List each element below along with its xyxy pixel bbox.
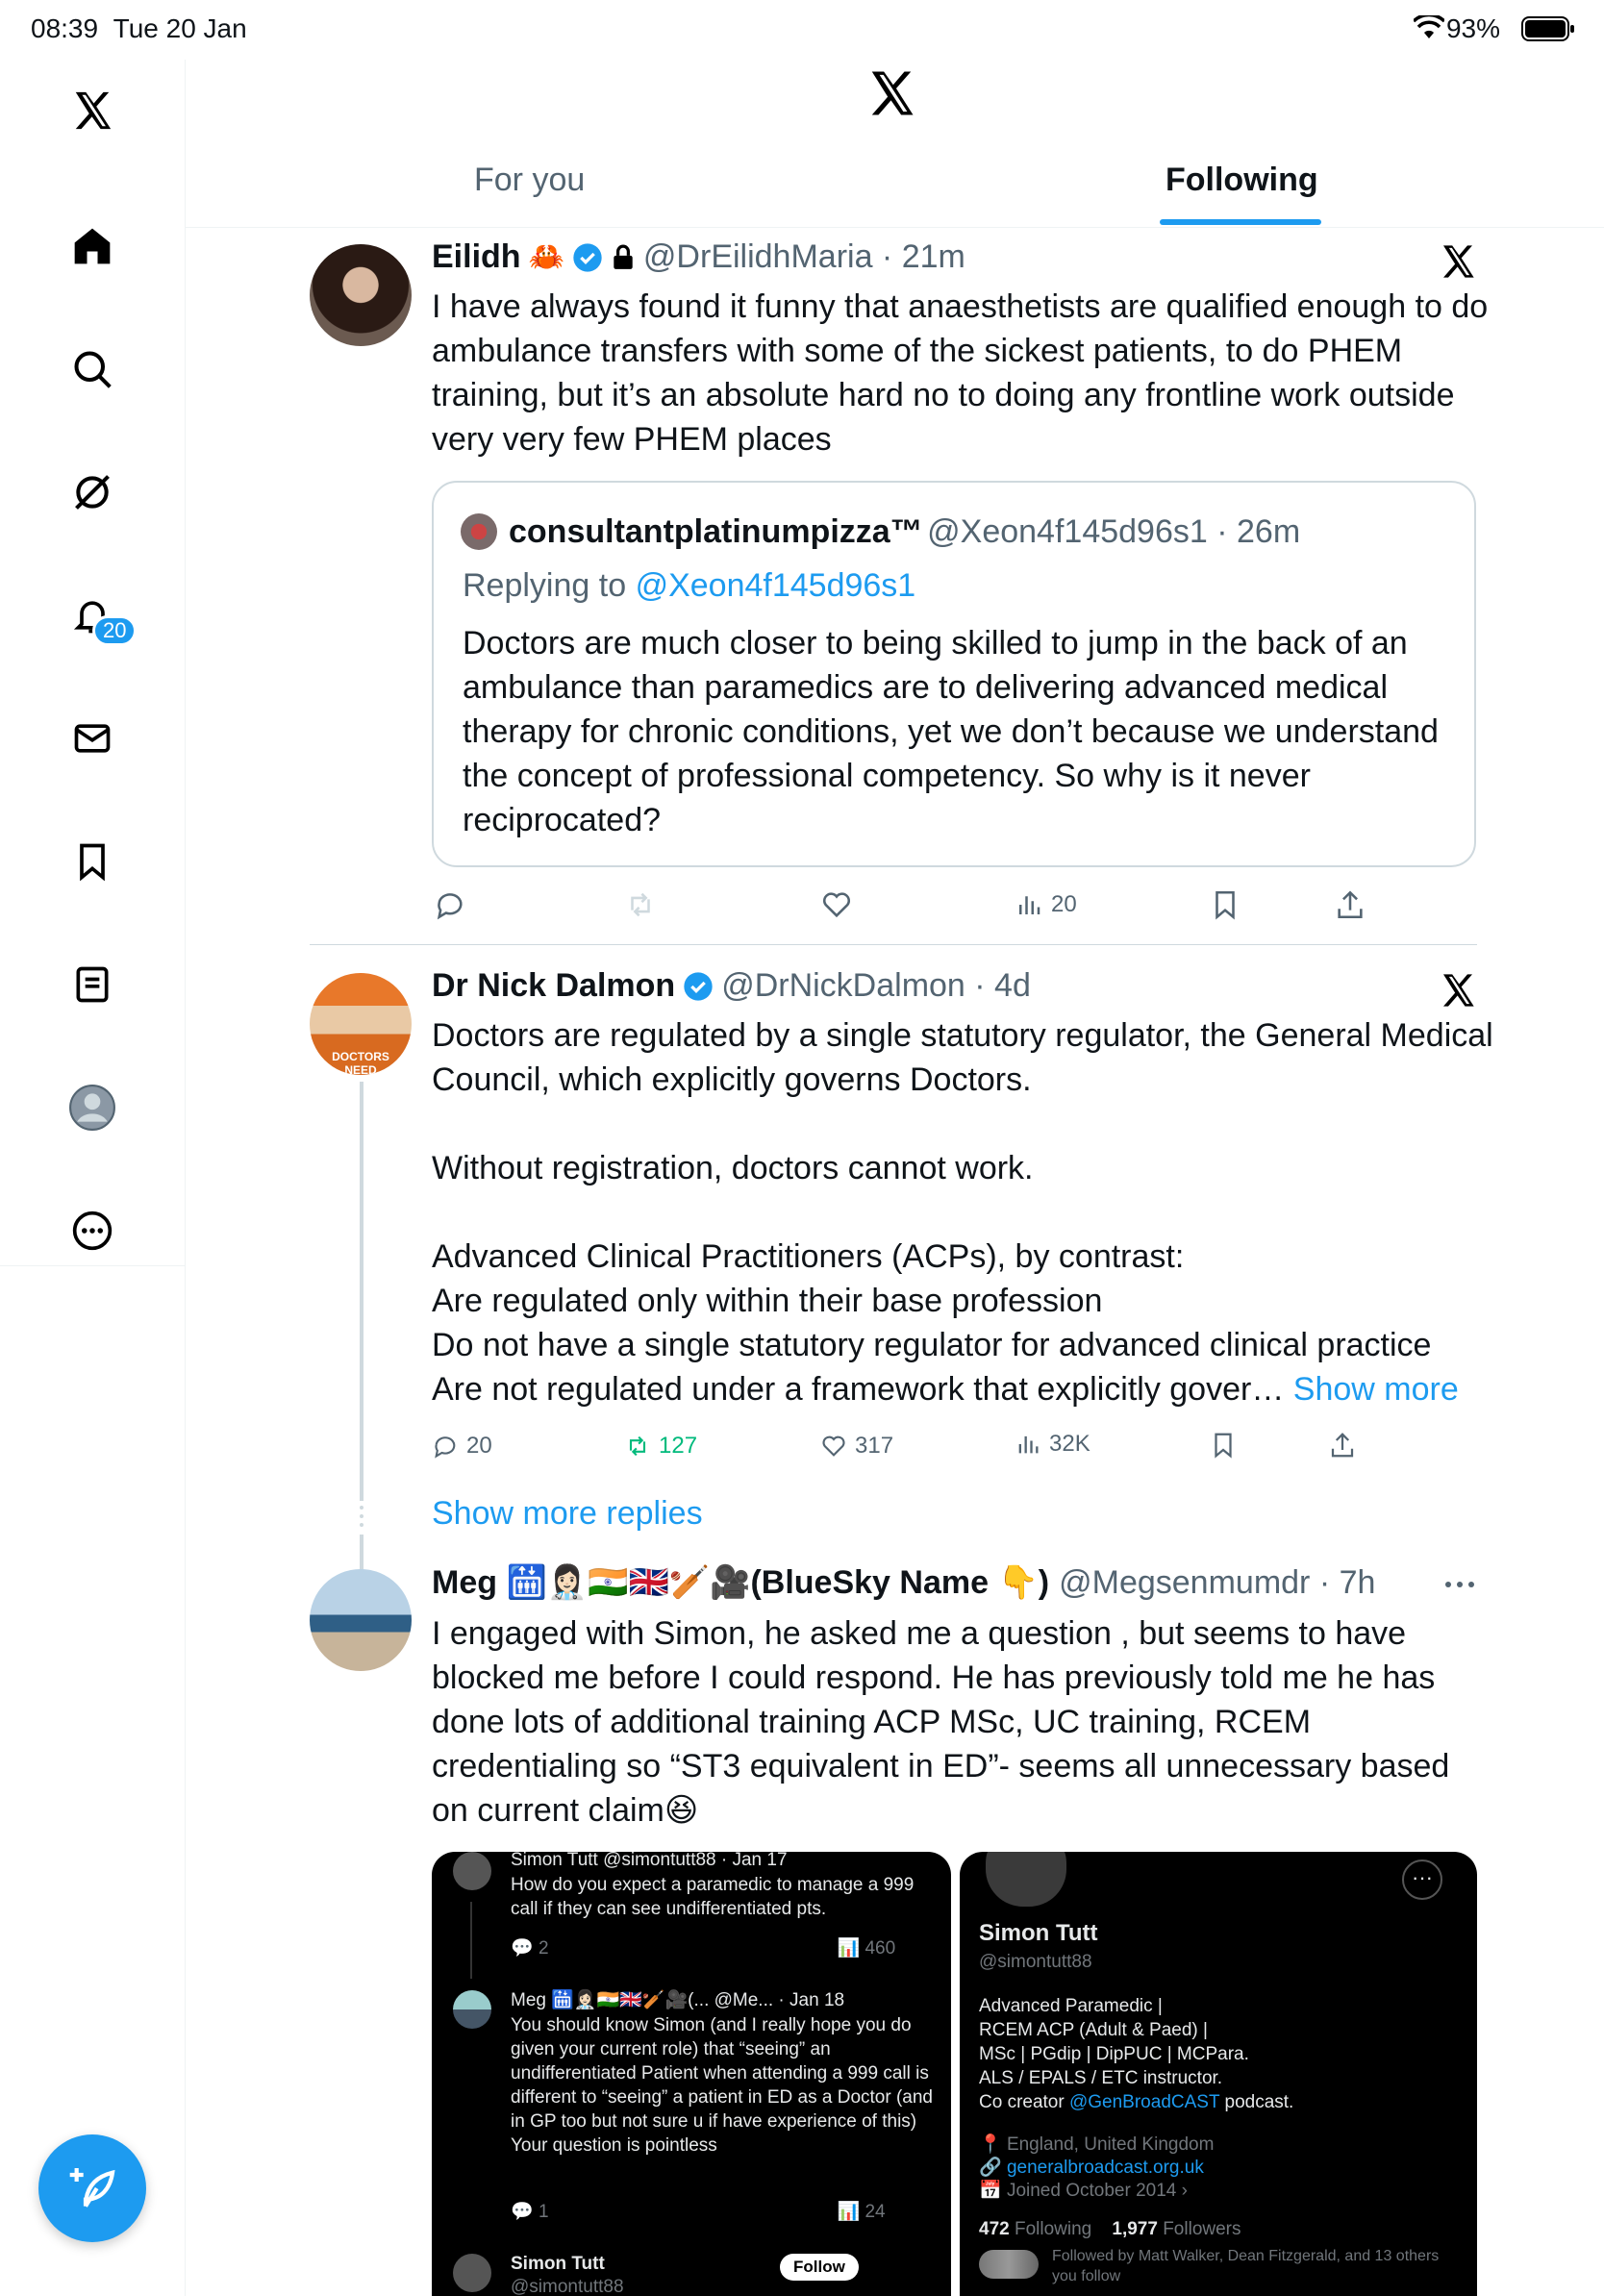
tweet-header: [432, 1563, 1375, 1602]
x-logo-icon: [1439, 971, 1477, 1010]
x-logo-icon[interactable]: [65, 84, 119, 137]
tweet-text: I have always found it funny that anaesthetists are qualified enough to do ambulance transfers with some of the sickest patients, to do PHEM training, but it’s an absolute hard no to doing any frontline work outside very very few PHEM places: [432, 288, 1489, 458]
embedded-author-name: Simon Tutt: [511, 2254, 605, 2274]
reply-icon[interactable]: [434, 888, 466, 921]
more-options-icon[interactable]: [65, 1204, 119, 1258]
embedded-tweet-actions: 💬 2 📊 460: [511, 1938, 896, 1959]
repost-icon: [624, 888, 657, 921]
avatar: [453, 1852, 491, 1890]
feather-plus-icon: [65, 2161, 119, 2215]
profile-followed-by: Followed by Matt Walker, Dean Fitzgerald, and 13 others you follow: [1052, 2248, 1440, 2284]
tab-for-you[interactable]: For you: [474, 162, 586, 198]
quote-text: Doctors are much closer to being skilled to jump in the back of an ambulance than paramedics are to delivering advanced medical therapy for chronic conditions, yet we don’t because we understand the concept of professional competency. So why is it never reciprocated?: [463, 625, 1439, 838]
tweet-actions: [432, 1431, 1470, 1469]
tweet-header: [432, 238, 965, 276]
embedded-tweet-header: Meg 🛗👩🏻‍⚕️🇮🇳🇬🇧🏏🎥(... @Me... · Jan 18: [511, 1990, 845, 2010]
tab-following[interactable]: Following: [1165, 162, 1318, 198]
tweet-text: Doctors are regulated by a single statutory regulator, the General Medical Council, which explicitly governs Doctors. Without registration, doctors cannot work. Advanced Clinical Practitioners (ACPs), by contrast: Are regulated only within their base profession Do not have a single statutory regulator for advanced clinical practice Are not regulated under a framework that explicitly gover… Show more: [432, 1017, 1493, 1408]
more-options-dots-icon[interactable]: [1442, 1573, 1477, 1596]
bookmark-icon[interactable]: [1209, 1431, 1238, 1460]
search-icon[interactable]: [65, 342, 119, 396]
home-icon[interactable]: [65, 219, 119, 273]
quote-avatar: [461, 513, 497, 550]
author-handle-time: @DrNickDalmon · 4d: [721, 967, 1031, 1004]
show-more-replies-link[interactable]: Show more replies: [432, 1495, 703, 1532]
avatar: [453, 2254, 491, 2292]
tweet-text: I engaged with Simon, he asked me a question , but seems to have blocked me before I could respond. He has previously told me he has done lots of additional training ACP MSc, UC training, RCEM credentialing so “ST3 equivalent in ED”- seems all unnecessary based on current claim😆: [432, 1615, 1450, 1829]
profile-location: 📍 England, United Kingdom: [979, 2134, 1215, 2155]
embedded-tweet-header: Simon Tutt @simontutt88 · Jan 17: [511, 1852, 788, 1870]
attached-image-right[interactable]: [960, 1852, 1477, 2296]
thread-dotted-line: [360, 1506, 363, 1527]
embedded-tweet-text: How do you expect a paramedic to manage a 999 call if they can see undifferentiated pts.: [511, 1875, 915, 1919]
profile-follow-counts: 472 Following 1,977 Followers: [979, 2219, 1241, 2239]
profile-name: Simon Tutt: [979, 1920, 1098, 1946]
bookmarks-icon[interactable]: [65, 835, 119, 888]
messages-mail-icon[interactable]: [65, 711, 119, 765]
avatar[interactable]: [310, 244, 412, 346]
header-x-logo[interactable]: [865, 67, 917, 124]
embedded-tweet-actions: 💬 1 📊 24: [511, 2202, 886, 2222]
profile-joined: 📅 Joined October 2014 ›: [979, 2181, 1188, 2201]
profile-bio: Advanced Paramedic | RCEM ACP (Adult & Paed) | MSc | PGdip | DipPUC | MCPara. ALS / EPALS / ETC instructor.: [979, 1996, 1249, 2088]
quote-handle-time: @Xeon4f145d96s1 · 26m: [927, 513, 1301, 550]
quoted-tweet[interactable]: [432, 481, 1476, 867]
replying-to: Replying to @Xeon4f145d96s1: [463, 567, 916, 604]
active-tab-indicator: [1160, 219, 1321, 225]
tabs-divider: [186, 227, 1604, 228]
share-icon[interactable]: [1328, 1431, 1357, 1460]
x-logo-icon: [1439, 242, 1477, 281]
sidebar-nav: [0, 60, 186, 1266]
wifi-icon: [1414, 15, 1444, 40]
author-handle-time: @DrEilidhMaria · 21m: [642, 238, 965, 275]
status-time: 08:39 Tue 20 Jan: [31, 13, 247, 43]
replying-to-handle[interactable]: @Xeon4f145d96s1: [635, 567, 916, 604]
embedded-author-handle: @simontutt88: [511, 2277, 624, 2296]
quote-author-name: consultantplatinumpizza™: [509, 513, 923, 550]
avatar: [453, 1990, 491, 2029]
bookmark-icon[interactable]: [1209, 888, 1241, 921]
profile-avatar-icon[interactable]: [65, 1081, 119, 1135]
like-heart-icon[interactable]: [820, 888, 853, 921]
lock-icon: [611, 244, 636, 271]
followers-avatars: [979, 2250, 1039, 2279]
views-count[interactable]: 20: [1015, 890, 1077, 919]
battery-percent: 93%: [1445, 13, 1500, 43]
views-bar-chart-icon: [1015, 890, 1043, 919]
notifications-badge: 20: [92, 615, 137, 646]
follow-button: Follow: [780, 2254, 859, 2281]
avatar[interactable]: [310, 973, 412, 1075]
profile-website: 🔗 generalbroadcast.org.uk: [979, 2158, 1204, 2178]
author-handle-time: @Megsenmumdr · 7h: [1059, 1563, 1376, 1601]
show-more-link[interactable]: Show more: [1292, 1371, 1459, 1408]
avatar[interactable]: [310, 1569, 412, 1671]
profile-bio-cocreator: Co creator @GenBroadCAST podcast.: [979, 2092, 1294, 2112]
author-name[interactable]: Meg 🛗👩🏻‍⚕️🇮🇳🇬🇧🏏🎥(BlueSky Name 👇): [432, 1564, 1050, 1601]
main-column-divider: [185, 60, 186, 2296]
author-name[interactable]: Dr Nick Dalmon: [432, 967, 676, 1004]
thread-line: [470, 1902, 472, 1979]
embedded-tweet-text: You should know Simon (and I really hope you do given your current role) that “seeing” an undifferentiated Patient when attending a 999 call is different to “seeing” a patient in ED as a Doctor (and in GP too but not sure u if have experience of this) Your question is pointless: [511, 2015, 934, 2156]
more-options-dots-icon: ···: [1402, 1859, 1442, 1900]
lists-icon[interactable]: [65, 958, 119, 1011]
attached-image-left[interactable]: [432, 1852, 951, 2296]
crab-emoji: 🦀: [528, 241, 564, 273]
tweet-divider: [310, 944, 1477, 945]
profile-avatar: [983, 1852, 1069, 1909]
author-name[interactable]: Eilidh: [432, 238, 521, 275]
share-icon[interactable]: [1334, 888, 1366, 921]
like-heart-icon: [820, 1433, 847, 1460]
tweet-header: [432, 967, 1031, 1005]
repost-count[interactable]: 127: [624, 1433, 697, 1460]
grok-icon[interactable]: [65, 465, 119, 519]
views-bar-chart-icon: [1015, 1431, 1041, 1458]
like-count[interactable]: 317: [820, 1433, 893, 1460]
verified-badge-icon: [572, 242, 603, 273]
compose-post-button[interactable]: [38, 2134, 146, 2242]
profile-handle: @simontutt88: [979, 1952, 1092, 1972]
verified-badge-icon: [683, 971, 714, 1002]
battery-icon: [1521, 15, 1575, 42]
thread-line: [360, 1082, 363, 1501]
avatar-sign-text: DOCTORS NEED: [332, 1050, 389, 1075]
status-bar: [0, 0, 1604, 60]
views-count[interactable]: 32K: [1015, 1431, 1090, 1458]
reply-count[interactable]: 20: [432, 1433, 492, 1460]
repost-icon: [624, 1433, 651, 1460]
tweet-actions: [432, 885, 1470, 927]
reply-icon: [432, 1433, 459, 1460]
